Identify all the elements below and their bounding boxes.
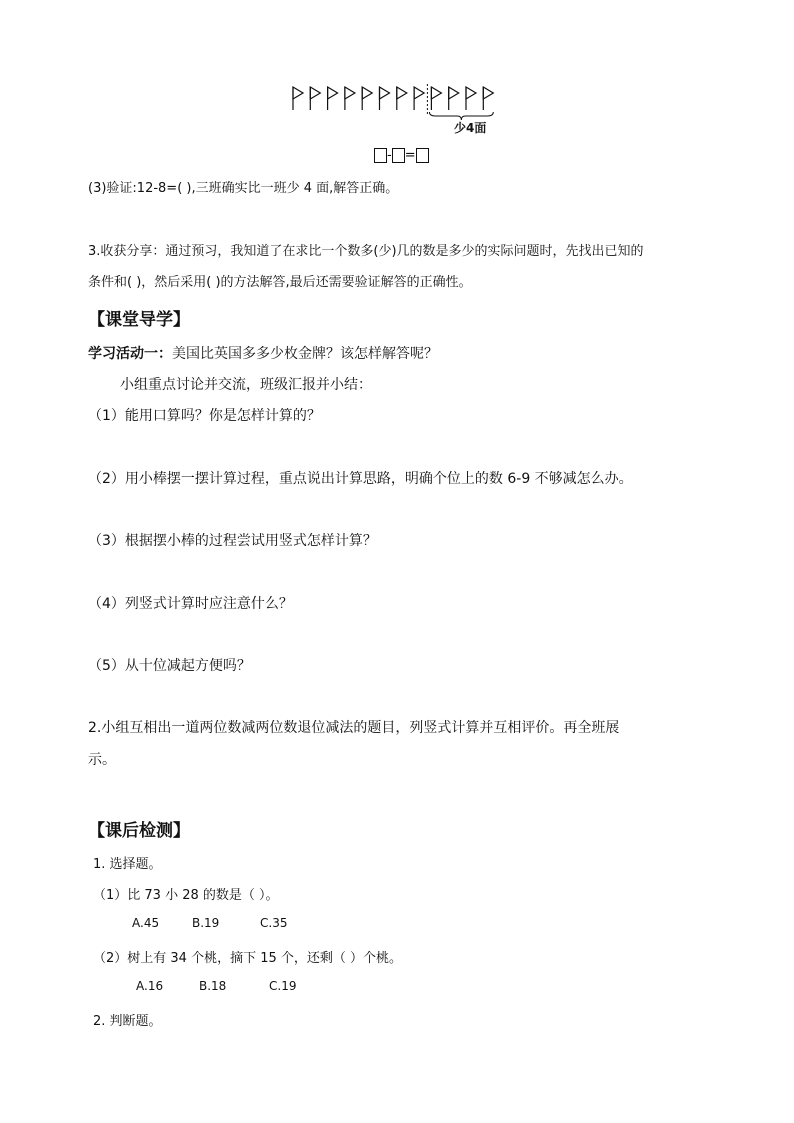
answer-box-1[interactable] [374,148,387,163]
section-heading-class: 【课堂导学】 [88,310,190,330]
brace-label: 少4面 [454,121,487,135]
share-line-1: 3.收获分享：通过预习，我知道了在求比一个数多(少)几的数是多少的实际问题时，先找出已知的 [88,244,644,259]
option-b[interactable]: B.18 [199,979,227,993]
flag-icon [293,87,303,110]
flag-icon [431,87,441,110]
flag-icon [310,87,320,110]
flag-icon [449,87,459,110]
task-2-line-2: 示。 [88,752,116,768]
flag-icon [483,87,493,110]
flag-icon [362,87,372,110]
share-line-2: 条件和( )，然后采用( )的方法解答,最后还需要验证解答的正确性。 [88,275,472,290]
activity-one [88,343,438,363]
choice-question-2: （2）树上有 34 个桃，摘下 15 个，还剩（ ）个桃。 [93,951,403,966]
choice-question-1: （1）比 73 小 28 的数是（ ）。 [93,888,279,903]
option-a[interactable]: A.45 [132,916,160,930]
item-1: 1. 选择题。 [93,857,162,872]
minus-sign: - [387,148,392,163]
activity-intro: 小组重点讨论并交流，班级汇报并小结： [120,377,372,393]
equals-sign: = [404,148,416,163]
activity-text: 美国比英国多多少枚金牌？该怎样解答呢？ [172,346,438,362]
option-a[interactable]: A.16 [136,979,164,993]
choice-options-2 [136,979,296,993]
section-heading-after: 【课后检测】 [88,821,190,841]
question-3: （3）根据摆小棒的过程尝试用竖式怎样计算？ [88,533,377,549]
verify-line: (3)验证:12-8=( ),三班确实比一班少 4 面,解答正确。 [88,181,399,196]
flag-icon [380,87,390,110]
option-c[interactable]: C.19 [269,979,297,993]
flag-icon [466,87,476,110]
equation-boxes [374,145,429,164]
flag-icon [345,87,355,110]
flag-icon [414,87,424,110]
option-c[interactable]: C.35 [260,916,288,930]
question-2: （2）用小棒摆一摆计算过程，重点说出计算思路，明确个位上的数 6-9 不够减怎么办。 [88,471,633,487]
answer-box-3[interactable] [416,148,429,163]
question-4: （4）列竖式计算时应注意什么？ [88,596,293,612]
item-2: 2. 判断题。 [93,1014,162,1029]
task-2-line-1: 2.小组互相出一道两位数减两位数退位减法的题目，列竖式计算并互相评价。再全班展 [88,720,620,736]
question-1: （1）能用口算吗？你是怎样计算的？ [88,408,321,424]
flag-icon [397,87,407,110]
question-5: （5）从十位减起方便吗？ [88,658,251,674]
answer-box-2[interactable] [392,148,405,163]
activity-label: 学习活动一： [88,346,172,362]
option-b[interactable]: B.19 [192,916,220,930]
choice-options-1 [132,916,287,930]
flag-icon [328,87,338,110]
